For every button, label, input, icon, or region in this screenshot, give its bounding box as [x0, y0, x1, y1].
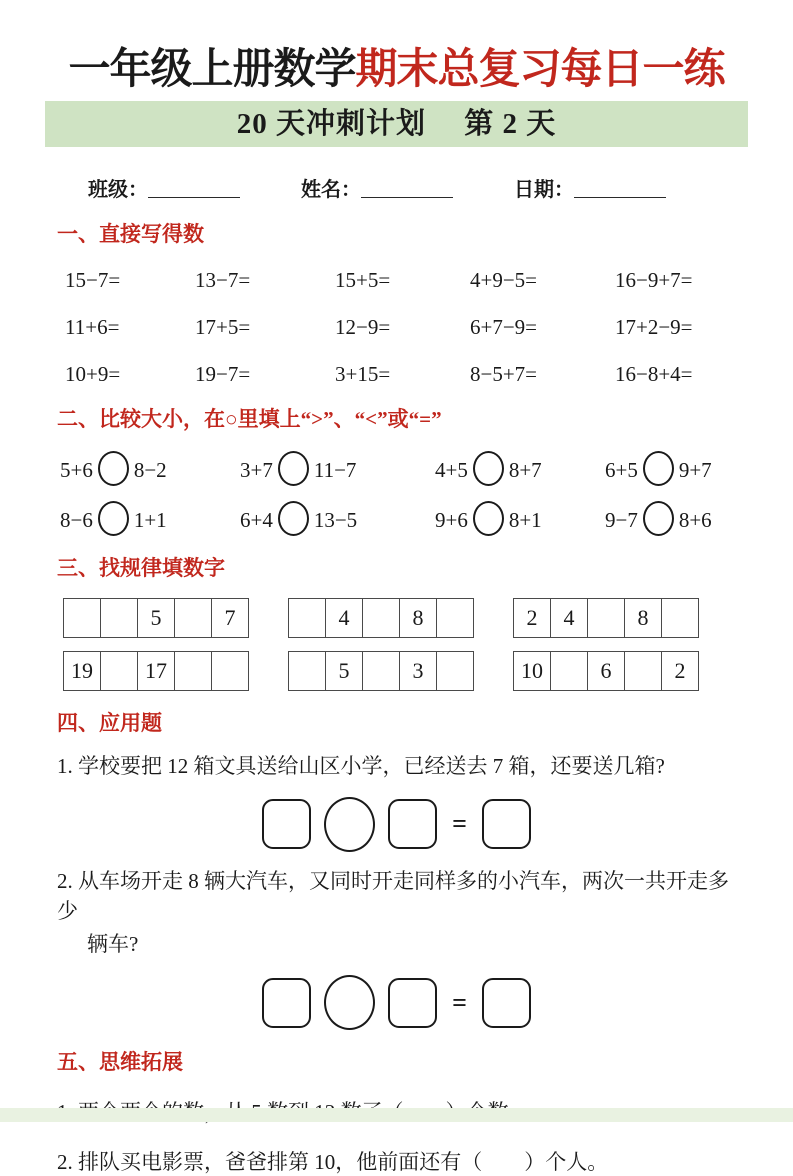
compare-left: 6+5: [605, 457, 638, 482]
calc-problem[interactable]: 15−7=: [65, 267, 121, 292]
pattern-cell[interactable]: [101, 651, 138, 690]
compare-right: 8−2: [133, 457, 167, 482]
compare-item: [435, 501, 605, 536]
compare-circle[interactable]: [643, 451, 674, 486]
pattern-table: [513, 598, 699, 638]
compare-circle[interactable]: [98, 451, 129, 486]
compare-right: 8+7: [508, 457, 542, 482]
section3-pattern-area: [63, 598, 748, 691]
compare-item: [605, 451, 763, 486]
compare-right: 8+1: [508, 507, 542, 532]
compare-item: [240, 451, 435, 486]
compare-item: [60, 451, 240, 486]
pattern-cell[interactable]: [101, 598, 138, 637]
calc-problem[interactable]: 10+9=: [65, 361, 121, 386]
pattern-cell[interactable]: [437, 651, 474, 690]
pattern-cell: 19: [64, 651, 101, 690]
compare-circle[interactable]: [278, 501, 309, 536]
compare-circle[interactable]: [473, 451, 504, 486]
pattern-table: [63, 651, 249, 691]
pattern-cell[interactable]: [64, 598, 101, 637]
answer-box[interactable]: [388, 978, 437, 1028]
word-problem-2-line2: 辆车?: [87, 931, 139, 956]
pattern-cell: 2: [514, 598, 551, 637]
meta-row: [88, 173, 748, 202]
answer-box[interactable]: [482, 799, 531, 849]
pattern-cell[interactable]: [437, 598, 474, 637]
date-field: [514, 179, 666, 201]
pattern-cell[interactable]: [212, 651, 249, 690]
compare-left: 9+6: [435, 507, 468, 532]
calc-problem[interactable]: 15+5=: [335, 267, 391, 292]
compare-left: 6+4: [240, 507, 273, 532]
think-item-2: 2. 排队买电影票，爸爸排第 10，他前面还有（ ）个人。: [57, 1150, 609, 1175]
compare-circle[interactable]: [278, 451, 309, 486]
calc-problem[interactable]: 17+2−9=: [615, 314, 693, 339]
calc-problem[interactable]: 16−8+4=: [615, 361, 693, 386]
pattern-cell[interactable]: [175, 598, 212, 637]
pattern-table: [513, 651, 699, 691]
class-blank[interactable]: [148, 179, 240, 198]
compare-circle[interactable]: [643, 501, 674, 536]
operator-circle[interactable]: [324, 975, 375, 1030]
calc-problem[interactable]: 8−5+7=: [470, 361, 538, 386]
compare-left: 8−6: [60, 507, 93, 532]
calc-problem[interactable]: 17+5=: [195, 314, 251, 339]
equals-sign: =: [452, 809, 467, 839]
footer-strip: [0, 1108, 793, 1122]
pattern-cell: 4: [326, 598, 363, 637]
section4-title: 四、应用题: [57, 710, 162, 735]
plan-banner: [45, 101, 748, 147]
compare-right: 13−5: [313, 507, 358, 532]
answer-box[interactable]: [388, 799, 437, 849]
pattern-cell: 17: [138, 651, 175, 690]
pattern-cell: 10: [514, 651, 551, 690]
equation-shapes-1: [45, 797, 748, 852]
compare-circle[interactable]: [98, 501, 129, 536]
operator-circle[interactable]: [324, 797, 375, 852]
calc-problem[interactable]: 16−9+7=: [615, 267, 693, 292]
class-field: [88, 179, 240, 201]
section3-title: 三、找规律填数字: [57, 555, 225, 580]
answer-box[interactable]: [262, 799, 311, 849]
pattern-row: [63, 598, 748, 638]
pattern-cell[interactable]: [588, 598, 625, 637]
class-label: 班级：: [88, 178, 148, 201]
word-problem-2-line1: 2. 从车场开走 8 辆大汽车，又同时开走同样多的小汽车，两次一共开走多少: [57, 868, 729, 924]
name-field: [301, 179, 453, 201]
compare-left: 3+7: [240, 457, 273, 482]
title-black-part: 一年级上册数学: [68, 47, 356, 93]
word-problem-1: 1. 学校要把 12 箱文具送给山区小学，已经送去 7 箱，还要送几箱?: [57, 753, 665, 778]
compare-circle[interactable]: [473, 501, 504, 536]
section5-title: 五、思维拓展: [57, 1050, 183, 1075]
pattern-cell: 2: [662, 651, 699, 690]
pattern-cell[interactable]: [363, 598, 400, 637]
pattern-cell[interactable]: [551, 651, 588, 690]
pattern-table: [63, 598, 249, 638]
answer-box[interactable]: [262, 978, 311, 1028]
equals-sign: =: [452, 987, 467, 1017]
pattern-table: [288, 651, 474, 691]
compare-item: [435, 451, 605, 486]
compare-item: [240, 501, 435, 536]
pattern-cell: 8: [625, 598, 662, 637]
pattern-table: [288, 598, 474, 638]
answer-box[interactable]: [482, 978, 531, 1028]
equation-shapes-2: [45, 975, 748, 1030]
date-label: 日期：: [514, 178, 574, 201]
banner-text: 20 天冲刺计划 第 2 天: [236, 107, 557, 140]
compare-right: 9+7: [678, 457, 712, 482]
calc-problem[interactable]: 4+9−5=: [470, 267, 538, 292]
pattern-cell: 5: [138, 598, 175, 637]
calc-problem[interactable]: 6+7−9=: [470, 314, 538, 339]
pattern-cell[interactable]: [289, 651, 326, 690]
calc-problem[interactable]: 13−7=: [195, 267, 251, 292]
pattern-cell: 8: [400, 598, 437, 637]
section1-title: 一、直接写得数: [57, 221, 204, 246]
pattern-cell[interactable]: [363, 651, 400, 690]
compare-right: 1+1: [133, 507, 167, 532]
compare-right: 8+6: [678, 507, 712, 532]
pattern-cell[interactable]: [625, 651, 662, 690]
page-title: [45, 44, 748, 97]
pattern-cell[interactable]: [662, 598, 699, 637]
pattern-cell[interactable]: [289, 598, 326, 637]
compare-left: 4+5: [435, 457, 468, 482]
pattern-cell: 3: [400, 651, 437, 690]
pattern-cell: 6: [588, 651, 625, 690]
calc-problem[interactable]: 19−7=: [195, 361, 251, 386]
pattern-cell: 7: [212, 598, 249, 637]
compare-item: [60, 501, 240, 536]
name-blank[interactable]: [361, 179, 453, 198]
pattern-cell[interactable]: [175, 651, 212, 690]
name-label: 姓名：: [301, 178, 361, 201]
compare-right: 11−7: [313, 457, 357, 482]
title-red-part: 期末总复习每日一练: [355, 47, 725, 93]
pattern-row: [63, 651, 748, 691]
compare-item: [605, 501, 763, 536]
calc-problem[interactable]: 11+6=: [65, 314, 120, 339]
compare-left: 5+6: [60, 457, 93, 482]
compare-left: 9−7: [605, 507, 638, 532]
section2-title: 二、比较大小，在○里填上“>”、“<”或“=”: [57, 406, 442, 431]
pattern-cell: 4: [551, 598, 588, 637]
calc-problem[interactable]: 3+15=: [335, 361, 391, 386]
section1-problem-grid: [65, 268, 748, 387]
calc-problem[interactable]: 12−9=: [335, 314, 391, 339]
section2-compare-grid: [60, 451, 748, 536]
pattern-cell: 5: [326, 651, 363, 690]
date-blank[interactable]: [574, 179, 666, 198]
